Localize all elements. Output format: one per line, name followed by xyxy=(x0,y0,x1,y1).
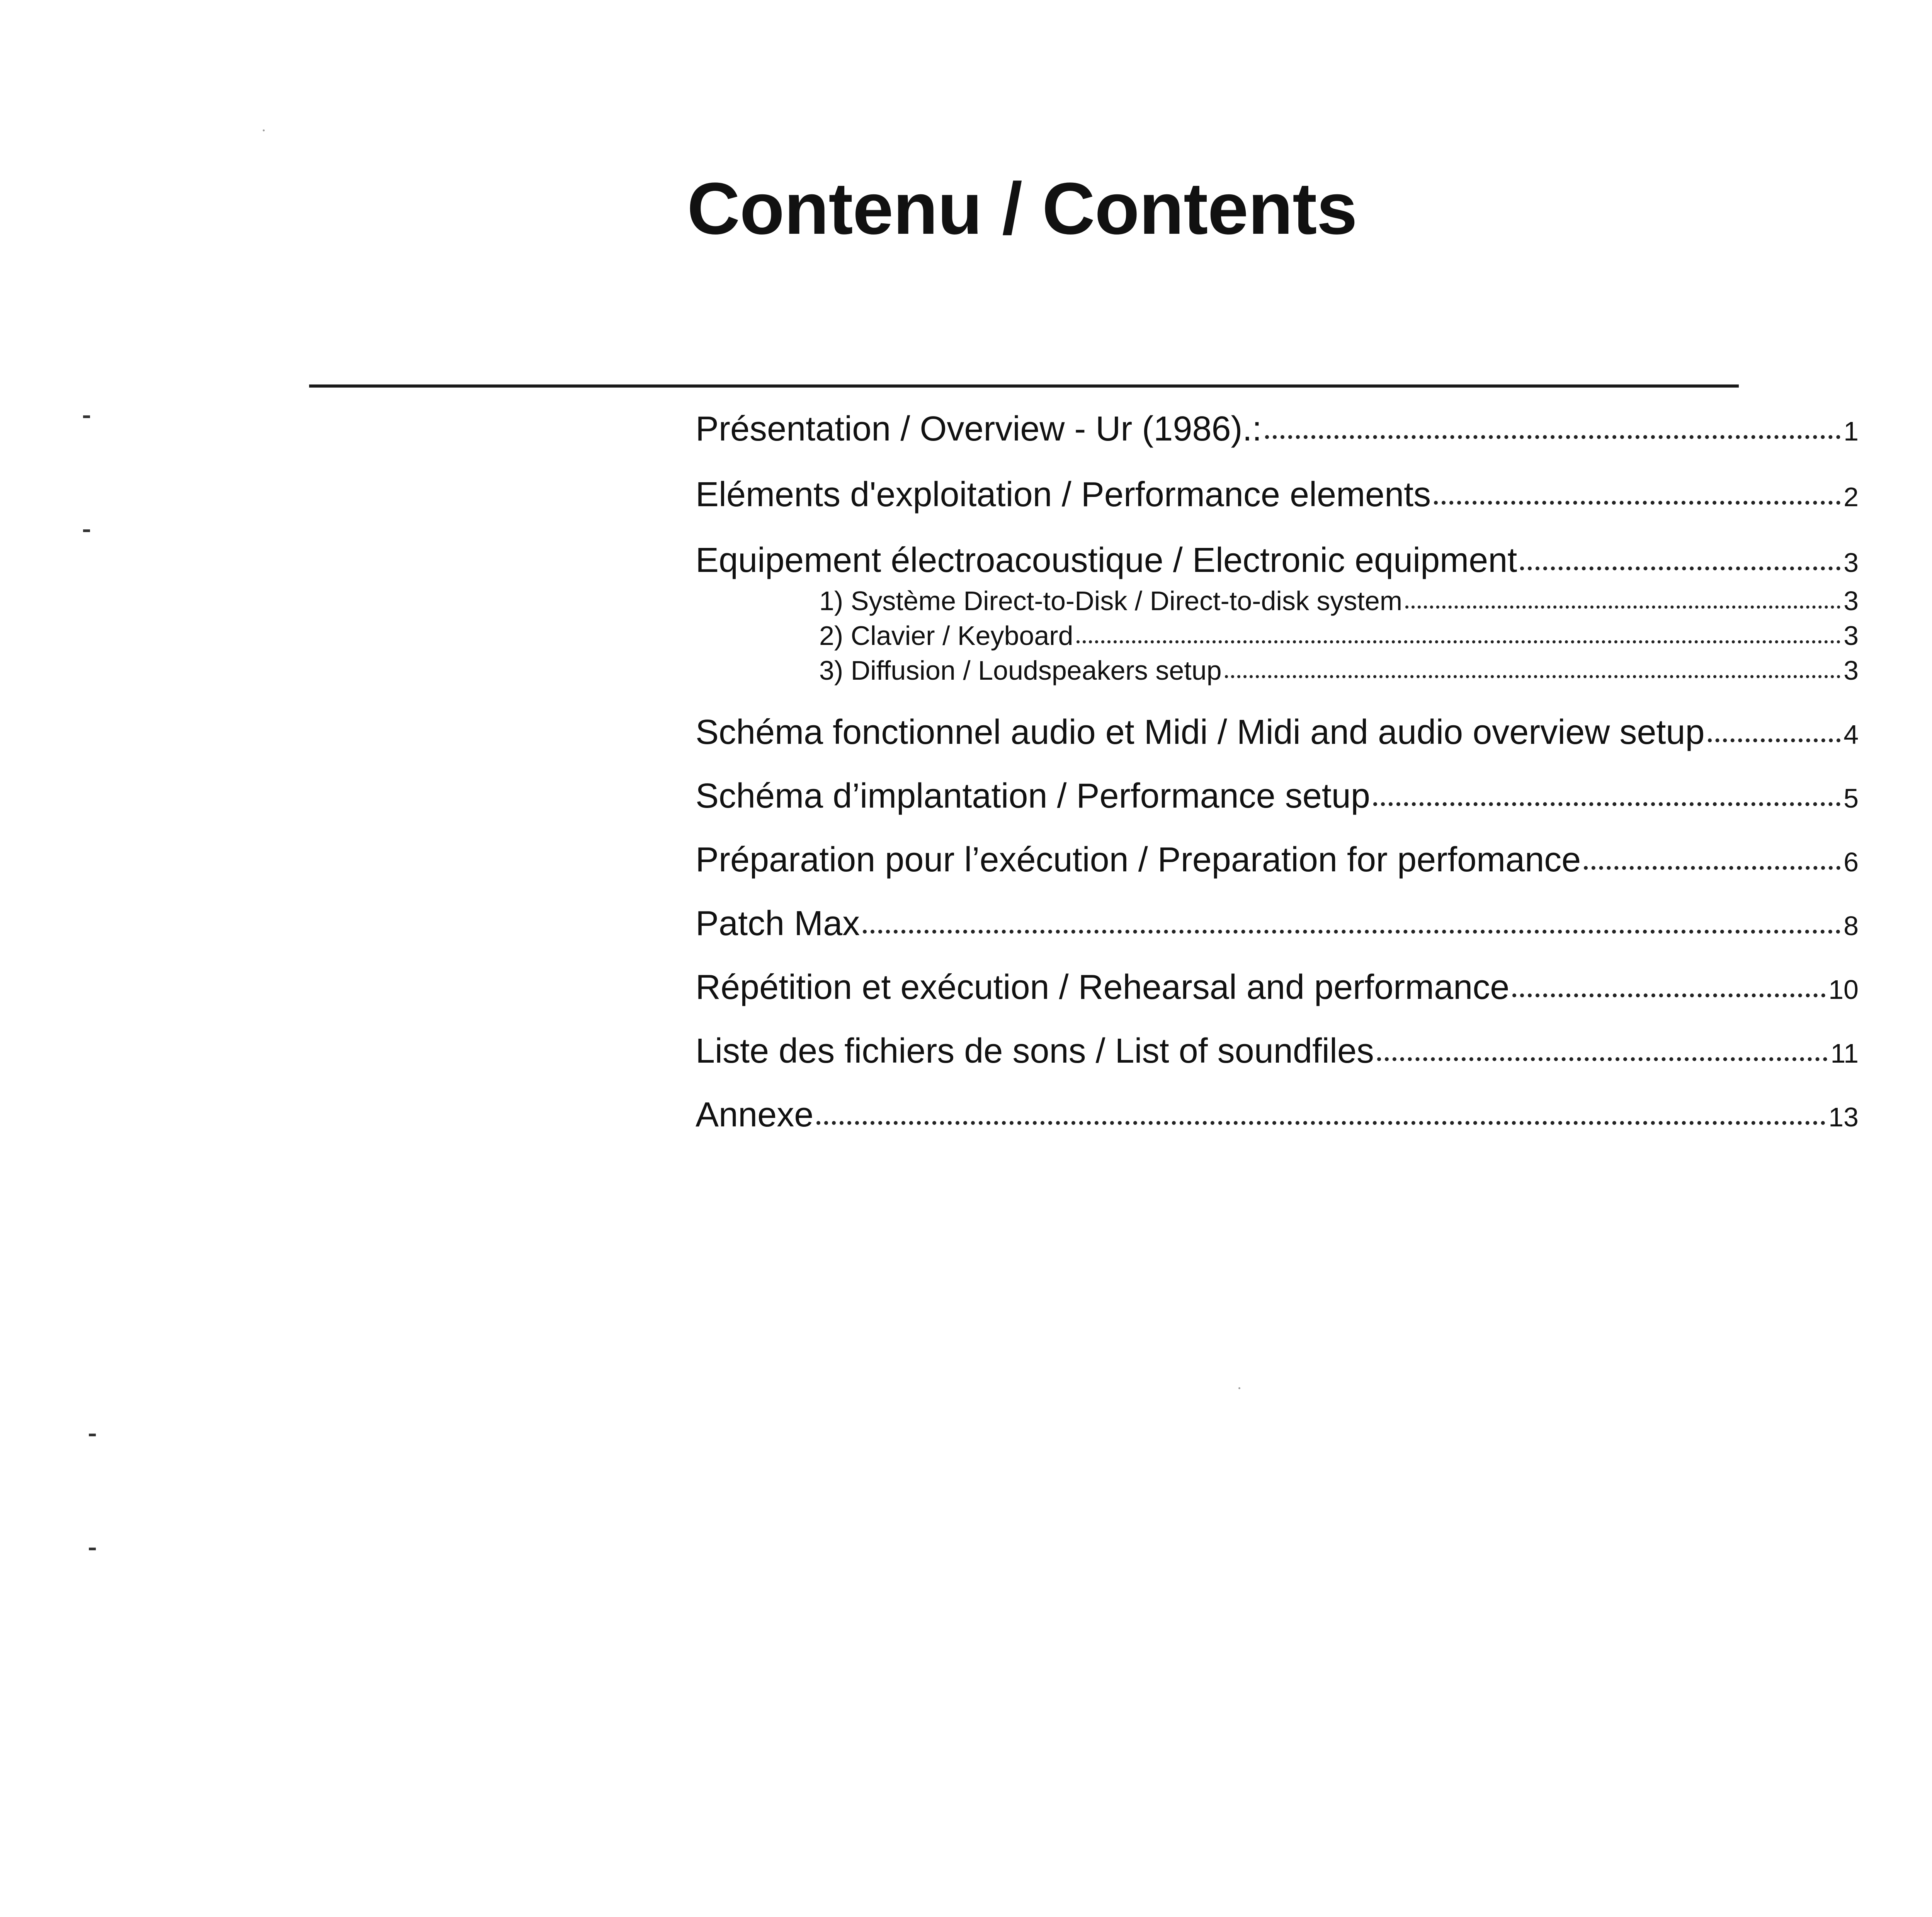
dot-leader xyxy=(816,1121,1825,1125)
toc-page-number: 2 xyxy=(1844,482,1859,512)
toc-entry-electronic-equipment xyxy=(696,539,1859,584)
toc-page-number: 8 xyxy=(1844,911,1859,941)
toc-entry-title: Présentation / Overview - Ur (1986).: xyxy=(696,410,1262,448)
toc-entry-rehearsal xyxy=(696,966,1859,1011)
margin-mark xyxy=(83,529,90,532)
toc-page-number: 11 xyxy=(1830,1038,1859,1068)
toc-subentry-direct-to-disk xyxy=(819,584,1859,617)
dot-leader xyxy=(1373,802,1840,806)
toc-entry-title: Préparation pour l’exécution / Preparation for perfomance xyxy=(696,840,1581,879)
margin-mark xyxy=(83,415,90,418)
dot-leader xyxy=(1225,675,1841,678)
dot-leader xyxy=(1434,501,1840,505)
toc-entry-title: Répétition et exécution / Rehearsal and performance xyxy=(696,968,1510,1007)
toc-page-number: 3 xyxy=(1844,586,1859,616)
scan-speck xyxy=(1238,1387,1240,1389)
toc-entry-performance-elements xyxy=(696,473,1859,518)
dot-leader xyxy=(1520,566,1840,570)
toc-page-number: 4 xyxy=(1844,720,1859,750)
dot-leader xyxy=(1584,866,1840,870)
dot-leader xyxy=(1377,1057,1827,1061)
toc-page-number: 3 xyxy=(1844,621,1859,651)
toc-entry-performance-setup xyxy=(696,775,1859,820)
toc-entry-title: Eléments d'exploitation / Performance elements xyxy=(696,475,1431,514)
margin-mark xyxy=(89,1434,96,1436)
toc-subentry-keyboard xyxy=(819,619,1859,652)
toc-page-number: 3 xyxy=(1844,655,1859,685)
toc-subentry-loudspeakers xyxy=(819,654,1859,687)
dot-leader xyxy=(1512,993,1825,997)
toc-page-number: 10 xyxy=(1828,975,1859,1005)
toc-entry-soundfiles xyxy=(696,1030,1859,1075)
dot-leader xyxy=(1708,738,1841,742)
toc-entry-audio-midi-overview xyxy=(696,711,1859,756)
table-of-contents xyxy=(696,0,1859,1917)
toc-entry-title: Schéma fonctionnel audio et Midi / Midi and audio overview setup xyxy=(696,713,1705,752)
toc-page-number: 5 xyxy=(1844,783,1859,813)
toc-page-number: 13 xyxy=(1828,1102,1859,1132)
scan-speck xyxy=(263,129,265,131)
margin-mark xyxy=(89,1548,96,1550)
toc-entry-preparation xyxy=(696,839,1859,883)
toc-entry-title: 2) Clavier / Keyboard xyxy=(819,621,1073,651)
dot-leader xyxy=(863,930,1840,934)
toc-entry-title: 1) Système Direct-to-Disk / Direct-to-disk system xyxy=(819,586,1403,616)
toc-entry-overview xyxy=(696,408,1859,452)
toc-entry-title: 3) Diffusion / Loudspeakers setup xyxy=(819,655,1222,685)
toc-entry-patch-max xyxy=(696,902,1859,947)
toc-page-number: 3 xyxy=(1844,548,1859,578)
page-title: Contenu / Contents xyxy=(687,168,1357,250)
dot-leader xyxy=(1077,640,1841,643)
toc-entry-title: Equipement électroacoustique / Electronic equipment xyxy=(696,541,1517,580)
dot-leader xyxy=(1265,435,1841,439)
toc-page-number: 6 xyxy=(1844,847,1859,877)
toc-entry-title: Schéma d’implantation / Performance setup xyxy=(696,777,1370,815)
toc-entry-title: Patch Max xyxy=(696,904,860,943)
dot-leader xyxy=(1405,606,1840,609)
toc-entry-title: Liste des fichiers de sons / List of soundfiles xyxy=(696,1032,1374,1070)
toc-page-number: 1 xyxy=(1844,416,1859,446)
toc-entry-annexe xyxy=(696,1094,1859,1138)
toc-entry-title: Annexe xyxy=(696,1095,814,1134)
